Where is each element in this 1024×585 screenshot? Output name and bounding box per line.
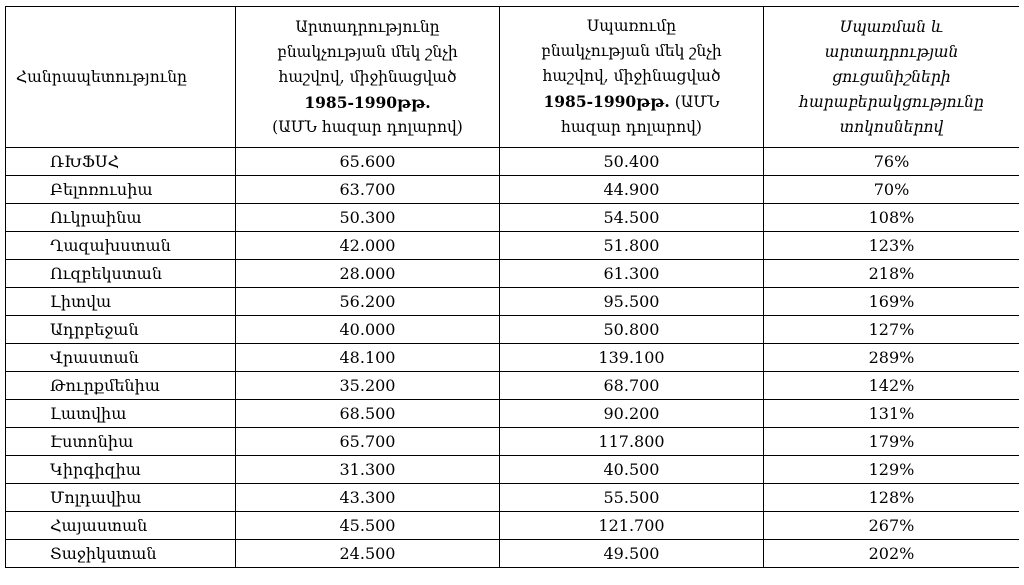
country-cell: Լատվիա <box>6 400 236 428</box>
header-row <box>6 7 1020 148</box>
ratio-cell: 142% <box>764 372 1020 400</box>
country-cell: Ուկրաինա <box>6 204 236 232</box>
production-cell: 35.200 <box>236 372 500 400</box>
consumption-cell: 117.800 <box>500 428 764 456</box>
header-ratio-line4: հարաբերակցությունը <box>799 92 984 111</box>
production-cell: 24.500 <box>236 540 500 568</box>
header-consumption-line1: Սպառումը <box>586 17 677 35</box>
header-country-label: Հանրապետությունը <box>16 67 187 86</box>
ratio-cell: 267% <box>764 512 1020 540</box>
header-consumption-line2: բնակչության մեկ շնչի <box>541 42 722 60</box>
ratio-cell: 289% <box>764 344 1020 372</box>
table-row <box>6 372 1020 400</box>
production-cell: 50.300 <box>236 204 500 232</box>
table-row <box>6 512 1020 540</box>
header-country <box>6 7 236 148</box>
table-row <box>6 260 1020 288</box>
production-cell: 45.500 <box>236 512 500 540</box>
table-row <box>6 204 1020 232</box>
consumption-cell: 50.400 <box>500 148 764 176</box>
country-cell: Ղազախստան <box>6 232 236 260</box>
consumption-cell: 51.800 <box>500 232 764 260</box>
table-row <box>6 540 1020 568</box>
header-production-line2: բնակչության մեկ շնչի <box>277 42 458 61</box>
production-cell: 56.200 <box>236 288 500 316</box>
consumption-cell: 121.700 <box>500 512 764 540</box>
production-cell: 43.300 <box>236 484 500 512</box>
country-cell: Ադրբեջան <box>6 316 236 344</box>
header-production-years: 1985-1990թթ. <box>304 92 431 112</box>
header-ratio-line1: Սպառման և <box>839 17 944 36</box>
consumption-cell: 90.200 <box>500 400 764 428</box>
table-row <box>6 176 1020 204</box>
production-cell: 31.300 <box>236 456 500 484</box>
table-row <box>6 288 1020 316</box>
table-row <box>6 428 1020 456</box>
consumption-cell: 139.100 <box>500 344 764 372</box>
header-consumption-unit-b: հազար դոլարով) <box>561 118 702 136</box>
production-cell: 48.100 <box>236 344 500 372</box>
ratio-cell: 169% <box>764 288 1020 316</box>
header-consumption-line4 <box>504 89 759 115</box>
ratio-cell: 123% <box>764 232 1020 260</box>
consumption-cell: 40.500 <box>500 456 764 484</box>
country-cell: Լիտվա <box>6 288 236 316</box>
ratio-cell: 131% <box>764 400 1020 428</box>
country-cell: Վրաստան <box>6 344 236 372</box>
country-cell: Թուրքմենիա <box>6 372 236 400</box>
production-cell: 28.000 <box>236 260 500 288</box>
production-cell: 68.500 <box>236 400 500 428</box>
table-row <box>6 484 1020 512</box>
consumption-cell: 95.500 <box>500 288 764 316</box>
consumption-cell: 68.700 <box>500 372 764 400</box>
header-ratio-line2: արտադրության <box>824 42 959 61</box>
header-ratio <box>764 7 1020 148</box>
header-production <box>236 7 500 148</box>
table-row <box>6 232 1020 260</box>
header-production-line1: Արտադրությունը <box>295 17 440 36</box>
production-cell: 42.000 <box>236 232 500 260</box>
table-row <box>6 400 1020 428</box>
ratio-cell: 128% <box>764 484 1020 512</box>
header-production-line3: հաշվով, միջինացված <box>278 67 457 86</box>
ratio-cell: 129% <box>764 456 1020 484</box>
ratio-cell: 218% <box>764 260 1020 288</box>
header-consumption-years: 1985-1990թթ. <box>543 92 670 111</box>
header-consumption-line3: հաշվով, միջինացված <box>542 67 721 85</box>
country-cell: Էստոնիա <box>6 428 236 456</box>
table-body <box>6 148 1020 568</box>
consumption-cell: 61.300 <box>500 260 764 288</box>
table-header <box>6 7 1020 148</box>
header-ratio-line5: տոկոսներով <box>839 117 944 136</box>
country-cell: Մոլդավիա <box>6 484 236 512</box>
republics-data-table <box>5 6 1019 568</box>
consumption-cell: 50.800 <box>500 316 764 344</box>
country-cell: Բելոռուսիա <box>6 176 236 204</box>
production-cell: 40.000 <box>236 316 500 344</box>
production-cell: 65.600 <box>236 148 500 176</box>
country-cell: Հայաստան <box>6 512 236 540</box>
consumption-cell: 49.500 <box>500 540 764 568</box>
consumption-cell: 44.900 <box>500 176 764 204</box>
ratio-cell: 70% <box>764 176 1020 204</box>
country-cell: Ուզբեկստան <box>6 260 236 288</box>
document-frame <box>5 6 1019 585</box>
ratio-cell: 179% <box>764 428 1020 456</box>
header-consumption-unit-a: (ԱՄՆ <box>674 93 720 111</box>
header-consumption <box>500 7 764 148</box>
consumption-cell: 54.500 <box>500 204 764 232</box>
production-cell: 65.700 <box>236 428 500 456</box>
table-row <box>6 456 1020 484</box>
country-cell: Տաջիկստան <box>6 540 236 568</box>
header-production-unit: (ԱՄՆ հազար դոլարով) <box>272 117 463 136</box>
consumption-cell: 55.500 <box>500 484 764 512</box>
header-ratio-line3: ցուցանիշների <box>832 67 951 86</box>
production-cell: 63.700 <box>236 176 500 204</box>
country-cell: Կիրգիզիա <box>6 456 236 484</box>
country-cell: ՌԽՖՍՀ <box>6 148 236 176</box>
table-row <box>6 148 1020 176</box>
table-row <box>6 344 1020 372</box>
ratio-cell: 108% <box>764 204 1020 232</box>
ratio-cell: 127% <box>764 316 1020 344</box>
ratio-cell: 76% <box>764 148 1020 176</box>
ratio-cell: 202% <box>764 540 1020 568</box>
table-row <box>6 316 1020 344</box>
